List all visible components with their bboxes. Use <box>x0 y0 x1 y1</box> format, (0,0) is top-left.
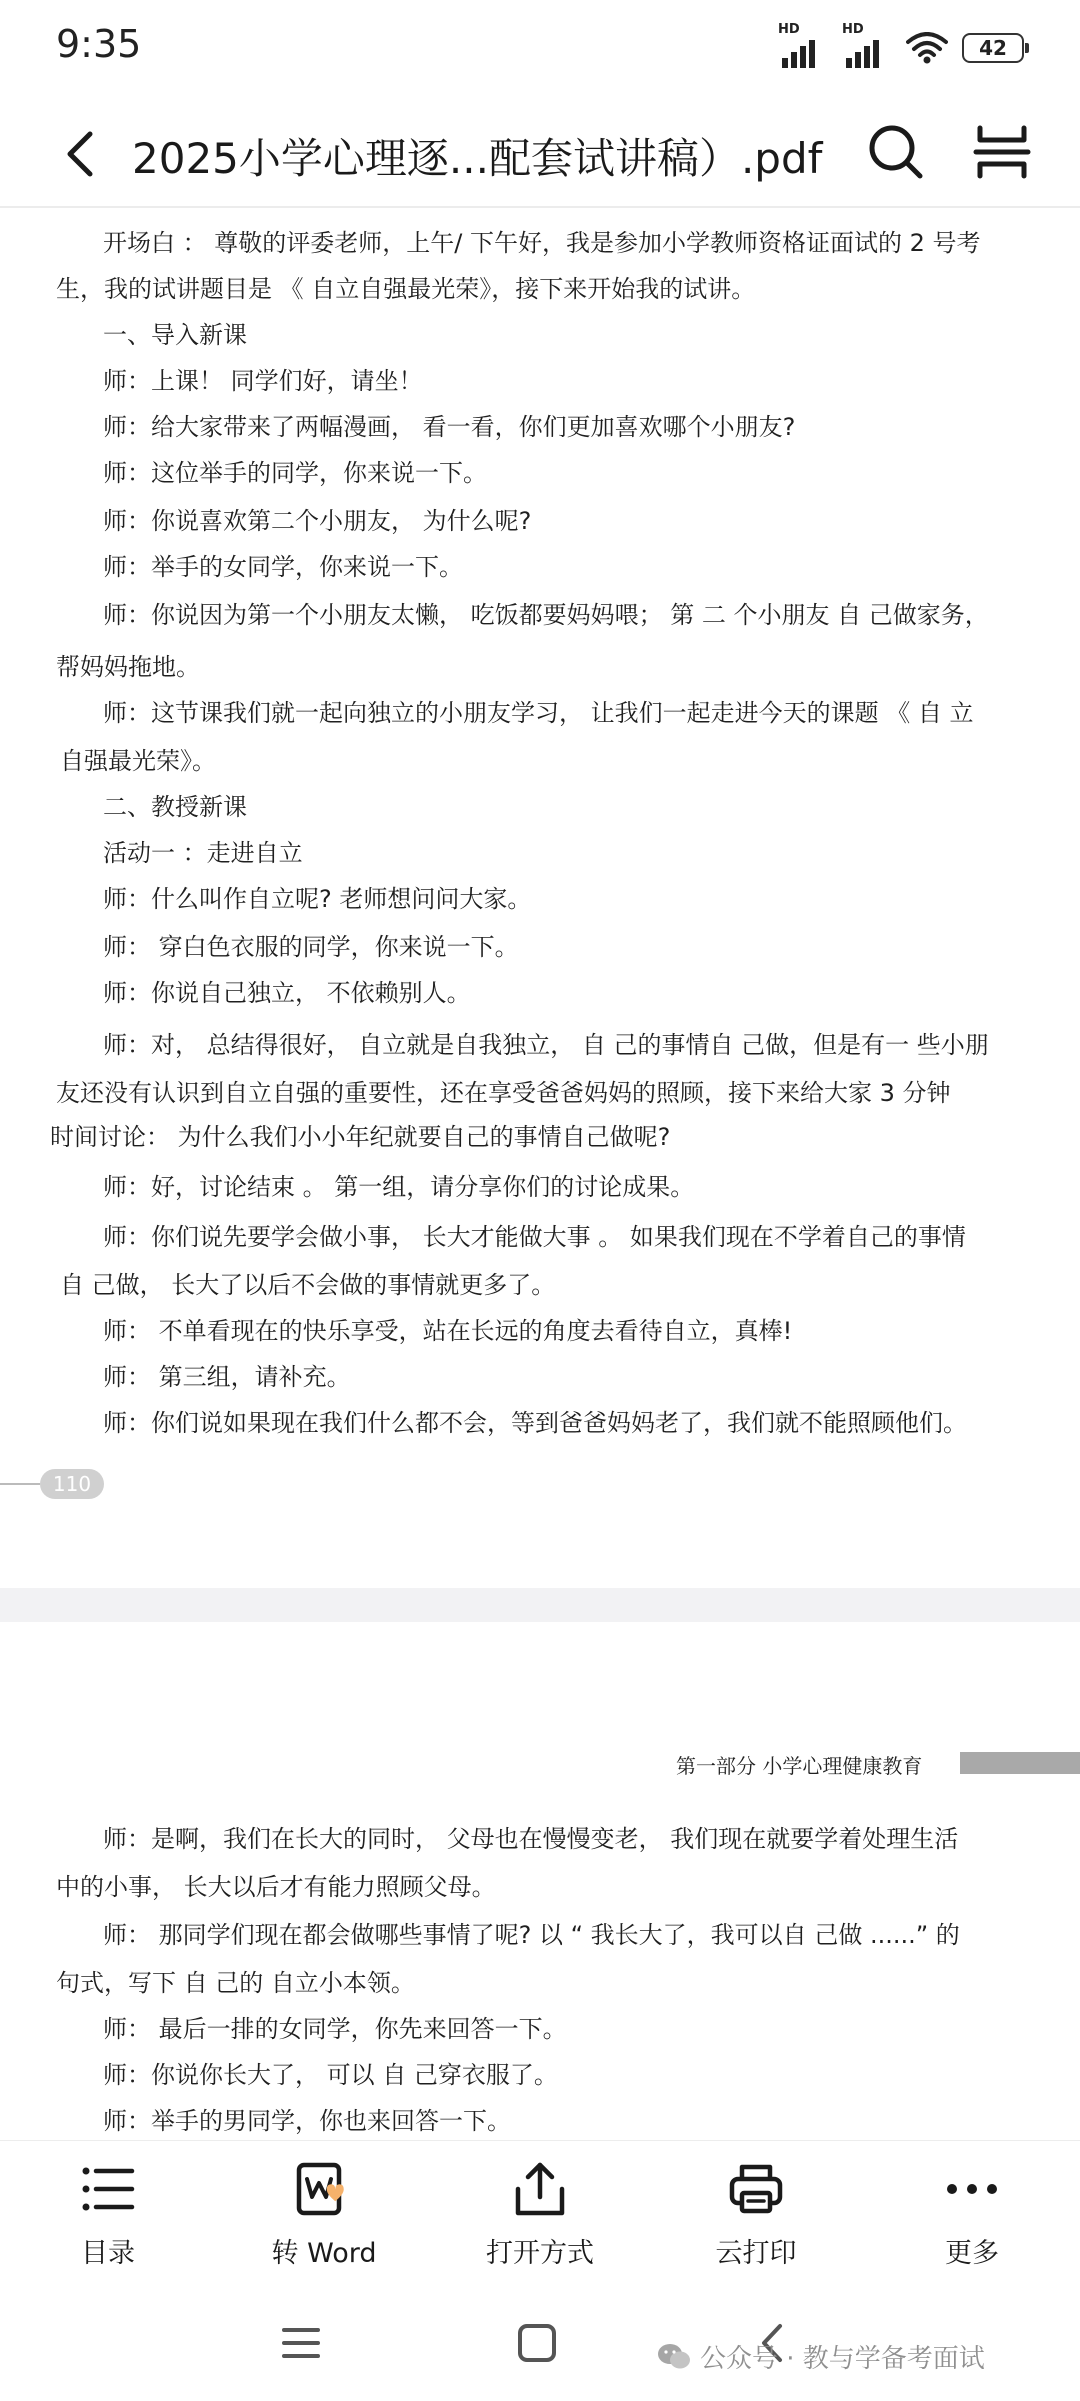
bottom-toolbar <box>0 2140 1080 2281</box>
split-view-icon <box>970 120 1034 184</box>
home-button[interactable] <box>514 2320 560 2366</box>
app-header <box>0 100 1080 208</box>
more-button[interactable] <box>892 2141 1052 2281</box>
more-label: 更多 <box>945 2238 999 2269</box>
convert-word-label: 转 Word <box>271 2238 377 2269</box>
text-line: 师：举手的女同学，你来说一下。 <box>103 553 463 581</box>
convert-word-button[interactable] <box>244 2141 404 2281</box>
pdf-page <box>0 208 1080 1588</box>
watermark-text: 公众号 · 教与学备考面试 <box>700 2344 985 2374</box>
text-line: 师：你们说先要学会做小事， 长大才能做大事 。 如果我们现在不学着自己的事情 <box>103 1223 966 1251</box>
list-icon <box>78 2159 138 2219</box>
signal-icon <box>842 22 892 68</box>
cloud-print-label: 云打印 <box>715 2238 797 2269</box>
more-icon <box>942 2159 1002 2219</box>
text-line: 友还没有认识到自立自强的重要性，还在享受爸爸妈妈的照顾，接下来给大家 3 分钟 <box>56 1079 951 1107</box>
back-button[interactable] <box>52 122 112 186</box>
text-line: 师：你说你长大了， 可以 自 己穿衣服了。 <box>103 2061 558 2089</box>
status-time: 9:35 <box>56 22 142 66</box>
document-title: 2025小学心理逐...配套试讲稿）.pdf <box>132 134 823 183</box>
home-square-icon <box>514 2320 560 2366</box>
system-navigation-bar <box>0 2280 1080 2401</box>
text-line: 师：这节课我们就一起向独立的小朋友学习， 让我们一起走进今天的课题 《 自 立 <box>103 699 974 727</box>
pdf-page <box>0 1622 1080 2140</box>
status-icons <box>778 22 1024 68</box>
text-line: 师： 不单看现在的快乐享受，站在长远的角度去看待自立，真棒! <box>103 1317 793 1345</box>
toc-button-label: 目录 <box>81 2238 135 2269</box>
recent-apps-button[interactable] <box>278 2320 324 2366</box>
page-number-indicator <box>0 1469 104 1499</box>
text-line: 师：对， 总结得很好， 自立就是自我独立， 自 己的事情自 己做，但是有一 些小朋 <box>103 1031 989 1059</box>
split-view-button[interactable] <box>970 120 1034 184</box>
section-heading: 一、导入新课 <box>103 321 247 349</box>
search-button[interactable] <box>864 120 928 184</box>
text-line: 师： 第三组，请补充。 <box>103 1363 351 1391</box>
status-bar <box>0 0 1080 100</box>
share-icon <box>510 2159 570 2219</box>
menu-icon <box>278 2320 324 2366</box>
text-line: 师：你说喜欢第二个小朋友， 为什么呢? <box>103 507 532 535</box>
open-with-button[interactable] <box>460 2141 620 2281</box>
text-line: 师：什么叫作自立呢? 老师想问问大家。 <box>103 885 532 913</box>
text-line: 自 己做， 长大了以后不会做的事情就更多了。 <box>60 1271 556 1299</box>
battery-indicator: 42 <box>962 33 1024 63</box>
wifi-icon <box>906 32 948 64</box>
search-icon <box>864 120 928 184</box>
text-line: 师：这位举手的同学，你来说一下。 <box>103 459 487 487</box>
text-line: 师：是啊，我们在长大的同时， 父母也在慢慢变老， 我们现在就要学着处理生活 <box>103 1825 959 1853</box>
text-line: 师： 最后一排的女同学，你先来回答一下。 <box>103 2015 567 2043</box>
page-number-line <box>0 1483 40 1485</box>
text-line: 生，我的试讲题目是 《 自立自强最光荣》，接下来开始我的试讲。 <box>56 275 756 303</box>
text-line: 师： 穿白色衣服的同学，你来说一下。 <box>103 933 519 961</box>
text-line: 师：给大家带来了两幅漫画， 看一看，你们更加喜欢哪个小朋友? <box>103 413 796 441</box>
wechat-icon <box>656 2342 692 2372</box>
text-line: 师：上课！ 同学们好，请坐！ <box>103 367 423 395</box>
toc-button[interactable] <box>28 2141 188 2281</box>
running-header-bar <box>960 1752 1080 1774</box>
text-line: 句式，写下 自 己的 自立小本领。 <box>56 1969 415 1997</box>
cloud-print-button[interactable] <box>676 2141 836 2281</box>
page-number: 110 <box>40 1469 104 1499</box>
text-line: 帮妈妈拖地。 <box>56 653 200 681</box>
text-line: 师： 那同学们现在都会做哪些事情了呢? 以 “ 我长大了，我可以自 己做 ......” 的 <box>103 1921 960 1949</box>
word-convert-icon <box>293 2159 355 2221</box>
text-line: 师：你们说如果现在我们什么都不会，等到爸爸妈妈老了，我们就不能照顾他们。 <box>103 1409 967 1437</box>
chevron-left-icon <box>52 122 112 186</box>
text-line: 时间讨论： 为什么我们小小年纪就要自己的事情自己做呢? <box>50 1123 671 1151</box>
signal-hd-label: HD <box>842 22 864 37</box>
signal-icon <box>778 22 828 68</box>
text-line: 活动一 ：走进自立 <box>103 839 303 867</box>
text-line: 师：好，讨论结束 。 第一组，请分享你们的讨论成果。 <box>103 1173 695 1201</box>
text-line: 师：你说因为第一个小朋友太懒， 吃饭都要妈妈喂； 第 二 个小朋友 自 己做家务， <box>103 601 989 629</box>
page-separator <box>0 1588 1080 1622</box>
text-line: 中的小事， 长大以后才有能力照顾父母。 <box>56 1873 496 1901</box>
section-heading: 二、教授新课 <box>103 793 247 821</box>
text-line: 师：你说自己独立， 不依赖别人。 <box>103 979 471 1007</box>
running-header: 第一部分 小学心理健康教育 <box>676 1754 923 1778</box>
printer-icon <box>726 2159 786 2219</box>
text-line: 师：举手的男同学，你也来回答一下。 <box>103 2107 511 2135</box>
open-with-label: 打开方式 <box>486 2238 594 2269</box>
text-line: 自强最光荣》。 <box>60 747 216 775</box>
signal-hd-label: HD <box>778 22 800 37</box>
text-line: 开场白 ： 尊敬的评委老师，上午/ 下午好，我是参加小学教师资格证面试的 2 号考 <box>103 229 981 257</box>
watermark <box>656 2338 985 2375</box>
